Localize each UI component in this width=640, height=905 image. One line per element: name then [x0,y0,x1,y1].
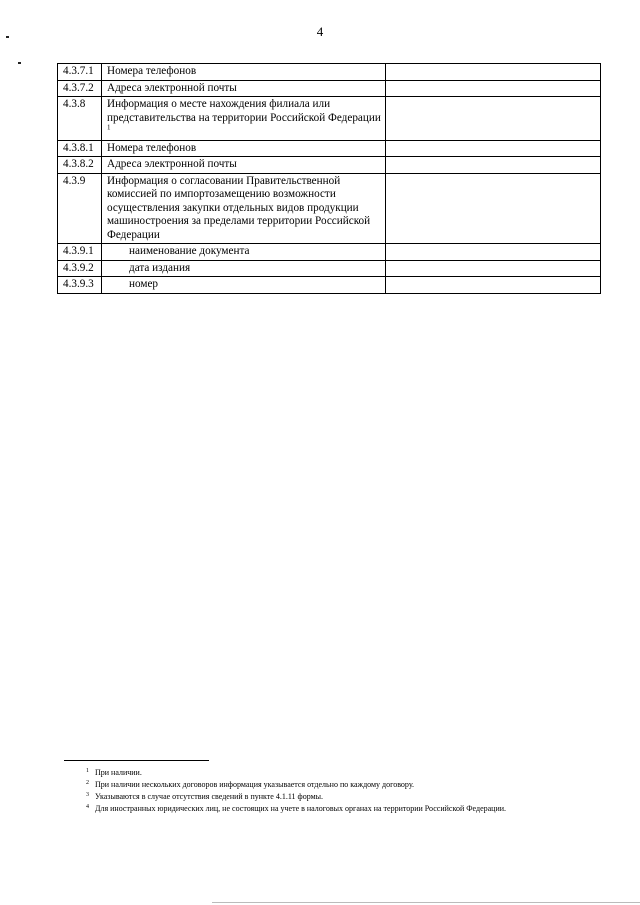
footnote [86,803,606,815]
footnote-mark: 4 [86,804,89,810]
footnote-text: При наличии. [95,768,142,777]
row-description-text: Адреса электронной почты [107,81,237,94]
row-description [102,64,386,81]
footnotes [86,767,606,815]
footnote-text: Для иностранных юридических лиц, не состоящих на учете в налоговых органах на территории Российской Федерации. [95,804,507,813]
row-value-cell[interactable] [386,157,601,174]
row-number: 4.3.8 [58,97,102,141]
form-table-body [58,64,601,294]
row-number: 4.3.9.2 [58,260,102,277]
table-row [58,97,601,141]
footnote-reference: 1 [107,123,111,132]
row-number: 4.3.9.3 [58,277,102,294]
row-description-text: наименование документа [129,245,250,257]
row-value-cell[interactable] [386,277,601,294]
row-description [102,173,386,244]
footnote-mark: 3 [86,792,89,798]
row-description [102,140,386,157]
table-row [58,244,601,261]
table-row [58,173,601,244]
row-description-text: Информация о месте нахождения филиала или представительства на территории Российской Федерации [107,98,381,124]
page-number: 4 [316,24,324,39]
table-row [58,277,601,294]
row-value-cell[interactable] [386,80,601,97]
row-value-cell[interactable] [386,97,601,141]
row-number: 4.3.7.1 [58,64,102,81]
row-description [102,244,386,261]
footnote [86,767,606,779]
footnote-text: Указываются в случае отсутствия сведений в пункте 4.1.11 формы. [95,792,324,801]
table-row [58,260,601,277]
row-description-text: номер [129,278,159,290]
footnote [86,791,606,803]
row-description [102,97,386,141]
row-value-cell[interactable] [386,260,601,277]
row-description [102,260,386,277]
row-number: 4.3.9 [58,173,102,244]
row-value-cell[interactable] [386,140,601,157]
footnote-text: При наличии нескольких договоров информация указывается отдельно по каждому договору. [95,780,415,789]
form-table [57,63,601,294]
row-description [102,80,386,97]
footnote [86,779,606,791]
footnote-separator [64,760,209,761]
row-description [102,157,386,174]
scan-edge-line [212,902,640,903]
row-description [102,277,386,294]
row-description-text: дата издания [129,261,191,274]
row-description-text: Информация о согласовании Правительственной комиссией по импортозамещению возможности осуществления закупки отдельных видов продукции машиностроения за пределами территории Российской Федерации [107,174,371,241]
row-number: 4.3.9.1 [58,244,102,261]
scan-mark [18,62,21,64]
row-description-text: Номера телефонов [107,141,197,154]
row-value-cell[interactable] [386,173,601,244]
table-row [58,140,601,157]
footnote-mark: 1 [86,768,89,774]
row-value-cell[interactable] [386,64,601,81]
table-row [58,157,601,174]
row-description-text: Номера телефонов [107,65,197,77]
row-number: 4.3.8.1 [58,140,102,157]
row-number: 4.3.8.2 [58,157,102,174]
row-description-text: Адреса электронной почты [107,158,237,170]
table-row [58,64,601,81]
row-value-cell[interactable] [386,244,601,261]
row-number: 4.3.7.2 [58,80,102,97]
footnote-mark: 2 [86,780,89,786]
table-row [58,80,601,97]
